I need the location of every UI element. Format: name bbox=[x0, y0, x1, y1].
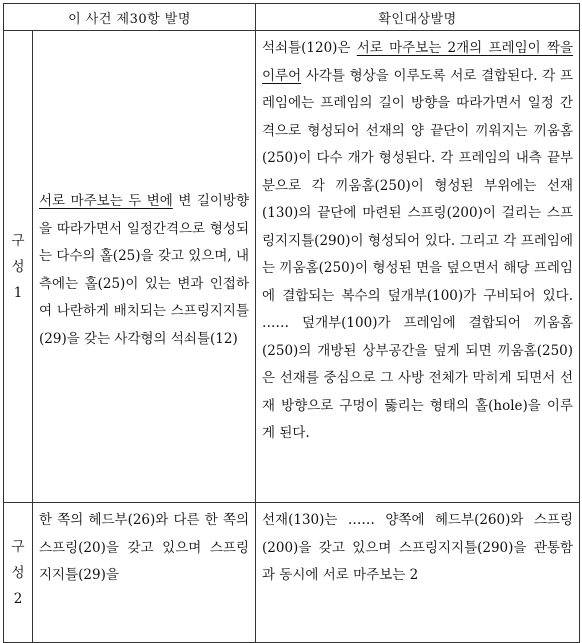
header-target-invention: 확인대상발명 bbox=[256, 4, 580, 31]
row-label-char: 구 bbox=[11, 538, 25, 555]
row-label-char: 성 bbox=[11, 258, 25, 275]
claim-30-component-1-text bbox=[33, 180, 255, 353]
underlined-phrase: 서로 마주보는 두 변에 bbox=[39, 193, 173, 209]
target-component-1 bbox=[256, 31, 580, 503]
row-label-char: 2 bbox=[13, 590, 23, 607]
table-row bbox=[4, 503, 580, 643]
target-component-1-text bbox=[256, 31, 579, 448]
table-row bbox=[4, 31, 580, 503]
row-label-char: 1 bbox=[13, 284, 23, 301]
header-row bbox=[4, 4, 580, 31]
row-label-component-1 bbox=[4, 31, 33, 503]
claim-30-component-2 bbox=[33, 503, 256, 643]
comparison-table bbox=[3, 3, 580, 643]
target-text-lead: 석쇠틀(120)은 bbox=[262, 40, 357, 56]
claim-30-component-2-text: 한 쪽의 헤드부(26)와 다른 한 쪽의 스프링(20)을 갖고 있으며 스프링지지틀(29)을 bbox=[39, 512, 250, 583]
target-component-2-text: 선재(130)는 …… 양쪽에 헤드부(260)와 스프링(200)을 갖고 있으며 스프링지지틀(290)을 관통함과 동시에 서로 마주보는 2 bbox=[262, 512, 574, 583]
row-label-char: 구 bbox=[11, 232, 25, 249]
header-claim-30: 이 사건 제30항 발명 bbox=[4, 4, 256, 31]
claim-text: 변 길이방향을 따라가면서 일정간격으로 형성되는 다수의 홀(25)을 갖고 있으며, 내측에는 홀(25)이 있는 변과 인접하여 나란하게 배치되는 스프링지지틀(29)을 갖는 사각형의 석쇠틀(12) bbox=[39, 193, 250, 347]
target-text: 사각틀 형상을 이루도록 서로 결합된다. 각 프레임에는 프레임의 길이 방향을 따라가면서 일정 간격으로 형성되어 선재의 양 끝단이 끼워지는 끼움홈(250)이 다수 개가 형성된다. 각 프레임의 내측 끝부분으로 각 끼움홈(250)이 형성된 부위에는 선재(130)의 끝단에 마련된 스프링(200)이 걸리는 스프링지지틀(290)이 형성되어 있다. 그리고 각 프레임에는 끼움홈(250)이 형성된 면을 덮으면서 해당 프레임에 결합되는 복수의 덮개부(100)가 구비되어 있다. …… 덮개부(100)가 프레임에 결합되어 끼움홈(250)의 개방된 상부공간을 덮게 되면 끼움홈(250)은 선재를 중심으로 그 사방 전체가 막히게 되면서 선재 방향으로 구멍이 뚫리는 형태의 홀(hole)을 이루게 된다. bbox=[262, 67, 574, 441]
underlined-phrase: 서로 마주보는 2개의 프레임이 짝을 이루어 bbox=[262, 40, 574, 84]
row-label-component-2 bbox=[4, 503, 33, 643]
target-component-2 bbox=[256, 503, 580, 643]
claim-30-component-1 bbox=[33, 31, 256, 503]
row-label-char: 성 bbox=[11, 564, 25, 581]
